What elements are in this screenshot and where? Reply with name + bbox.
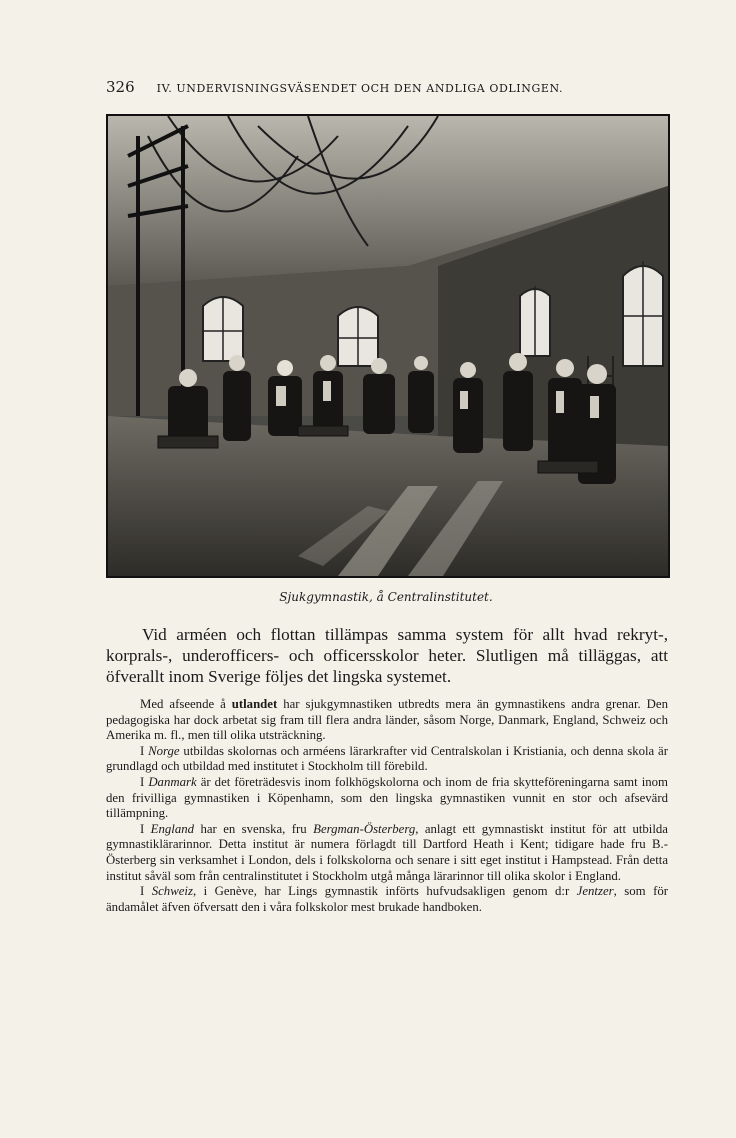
italic-term: Jentzer	[576, 884, 614, 899]
paragraph-abroad	[106, 697, 668, 744]
text-span: Med afseende å	[140, 697, 232, 711]
text-span: har sjukgymnastiken utbredts mera än gymnastikens andra grenar. Den pedagogiska har dock arbetat sig fram till flera andra länder, såsom Norge, Danmark, England, Schweiz och Amerika m. fl., men till olika utsträckning.	[106, 697, 668, 743]
text-span: , som för ändamålet äfven öfversatt den i våra folkskolor mest brukade handboken.	[106, 884, 668, 914]
italic-term: England	[150, 821, 195, 836]
italic-term: Norge	[148, 743, 180, 758]
text-span: utbildas skolornas och arméens lärarkrafter vid Centralskolan i Kristiania, och denna skola är grundlagd och utbildad med institutet i Stockholm till förebild.	[106, 743, 668, 774]
body-text	[106, 697, 668, 915]
text-span: I	[140, 821, 151, 836]
text-span: , i Genève, har Lings gymnastik införts hufvudsakligen genom d:r	[192, 884, 577, 899]
text-span: har en svenska, fru	[194, 821, 314, 836]
italic-term: Schweiz	[151, 884, 193, 899]
italic-term: Danmark	[148, 774, 197, 789]
paragraph-norway	[106, 744, 668, 775]
photo-illustration	[108, 116, 668, 576]
running-title: IV. UNDERVISNINGSVÄSENDET OCH DEN ANDLIGA ODLINGEN.	[156, 82, 564, 95]
lead-text: Vid arméen och flottan tillämpas samma system för allt hvad rekryt-, korprals-, underofficers- och officersskolor heter. Slutligen må tilläggas, att öfverallt inom Sverige följes det lingska systemet.	[106, 625, 668, 686]
paragraph-switzerland	[106, 884, 668, 915]
figure-caption: Sjukgymnastik, å Centralinstitutet.	[279, 590, 493, 604]
text-span: är det företrädesvis inom folkhögskolorna och inom de fria skytteföreningarna samt inom den frivilliga gymnastiken i Köpenhamn, som den lingska gymnastiken vunnit en stor och afsevärd tillämpning.	[106, 774, 668, 821]
gymnastics-hall-photo	[106, 114, 670, 578]
bold-term: utlandet	[231, 697, 278, 711]
paragraph-england	[106, 822, 668, 884]
page-number: 326	[106, 78, 135, 96]
paragraph-denmark	[106, 775, 668, 822]
text-span: , anlagt ett gymnastiskt institut för att utbilda gymnastiklärarinnor. Detta institut är numera förlagdt till Dartford Heath i Kent; tidigare hade fru B.-Österberg sin verksamhet i London, dels i folkskolorna och senare i sitt eget institut i Hampstead. Från detta institut såväl som från centralinstitutet i Stockholm utgå många lärarinnor till olika skolor i England.	[106, 821, 668, 883]
running-header	[106, 78, 666, 96]
italic-term: Bergman-Österberg	[313, 821, 416, 836]
text-span: I	[140, 774, 149, 789]
lead-paragraph	[106, 624, 668, 687]
text-span: I	[140, 884, 152, 899]
text-span: I	[140, 743, 149, 758]
